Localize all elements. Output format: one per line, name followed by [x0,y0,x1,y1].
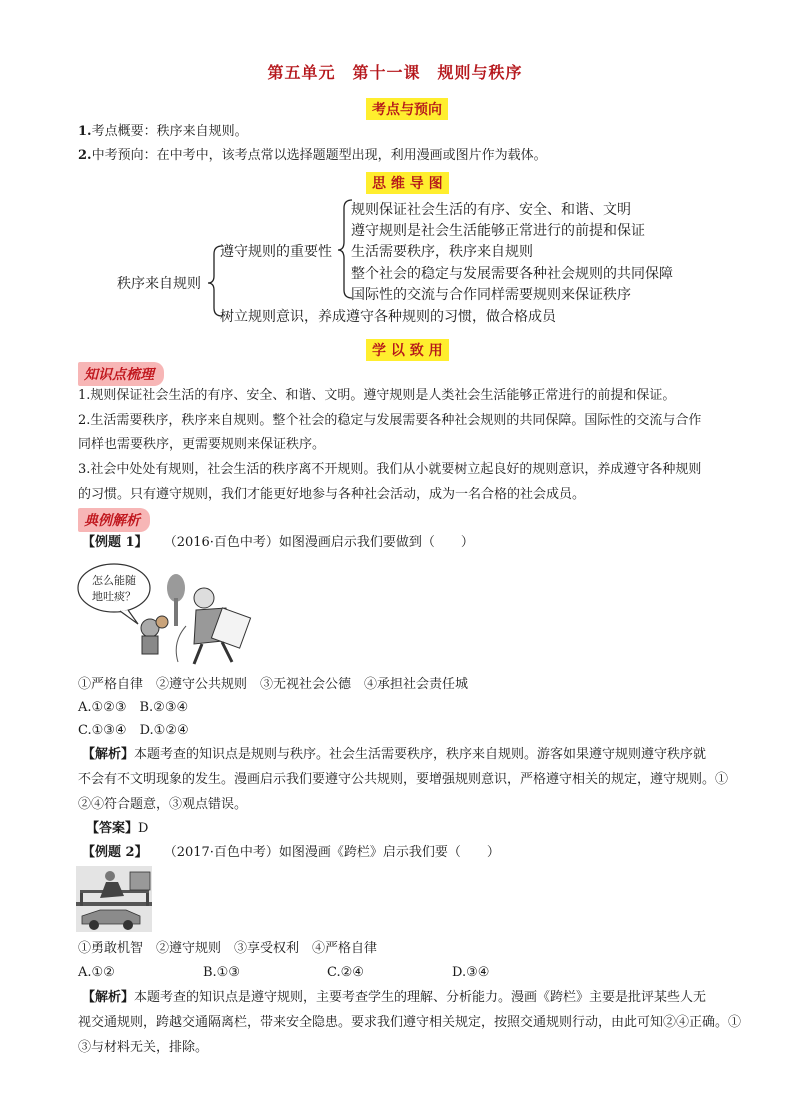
example-2-analysis-line-2: 视交通规则，跨越交通隔离栏，带来安全隐患。要求我们遵守相关规定，按照交通规则行动，由此可知②④正确。① [78,1015,742,1030]
bubble-text-1: 怎么能随 [92,574,136,587]
section-banner-xueyi: 学 以 致 用 [366,339,449,361]
example-2-choice-b: B.①③ [203,965,240,980]
example-2-choice-c: C.②④ [327,965,364,980]
branch-brace [338,200,352,298]
example-1-choices-ab: A.①②③ B.②③④ [78,700,189,715]
example-1-answer [86,818,148,840]
knowledge-paragraph-3b: 的习惯。只有遵守规则，我们才能更好地参与各种社会活动，成为一名合格的社会成员。 [78,487,586,502]
mindmap-leaf: 整个社会的稳定与发展需要各种社会规则的共同保障 [351,266,673,282]
tag-example-analysis: 典例解析 [78,508,150,532]
mindmap-branch-1: 遵守规则的重要性 [220,244,332,260]
analysis-text: 本题考查的知识点是遵守规则，主要考查学生的理解、分析能力。漫画《跨栏》主要是批评某些人无 [134,990,707,1005]
bubble-text-2: 地吐痰？ [92,590,136,603]
cartoon-spitting [76,558,256,668]
item-text: 中考预向：在中考中，该考点常以选择题题型出现，利用漫画或图片作为载体。 [91,148,547,163]
tag-knowledge-review: 知识点梳理 [78,362,164,386]
root-brace [208,246,222,316]
cartoon-hurdle [76,866,152,932]
knowledge-paragraph-3a: 3.社会中处处有规则，社会生活的秩序离不开规则。我们从小就要树立起良好的规则意识，养成遵守各种规则 [78,462,702,477]
example-1-analysis-line-1 [82,744,706,766]
example-question: （2016·百色中考）如图漫画启示我们要做到（ ） [163,535,474,550]
kaodian-item-1 [78,121,248,143]
cartoon-illustration [76,866,152,932]
example-label: 【例题 2】 [82,845,148,860]
example-2-analysis-line-1 [82,987,706,1009]
knowledge-paragraph-1: 1.规则保证社会生活的有序、安全、和谐、文明。遵守规则是人类社会生活能够正常进行的前提和保证。 [78,388,676,403]
example-2-analysis-line-3: ③与材料无关，排除。 [78,1040,209,1055]
answer-label: 【答案】 [86,821,139,836]
example-2-choice-a: A.①② [78,965,115,980]
example-2-heading [82,842,500,864]
page-title: 第五单元 第十一课 规则与秩序 [267,63,523,82]
cartoon-illustration [76,558,256,668]
item-text: 考点概要：秩序来自规则。 [91,124,248,139]
analysis-label: 【解析】 [82,990,135,1005]
analysis-label: 【解析】 [82,747,135,762]
mindmap-leaf: 生活需要秩序，秩序来自规则 [351,244,533,260]
section-banner-mindmap: 思 维 导 图 [366,172,449,194]
mind-map [0,0,790,340]
example-2-choice-d: D.③④ [452,965,490,980]
answer-value: D [138,821,149,836]
mindmap-leaf: 遵守规则是社会生活能够正常进行的前提和保证 [351,223,645,239]
example-1-heading [82,532,474,554]
mindmap-branch-2: 树立规则意识，养成遵守各种规则的习惯，做合格成员 [220,309,556,325]
example-1-analysis-line-2: 不会有不文明现象的发生。漫画启示我们要遵守公共规则，要增强规则意识，严格遵守相关的规定，遵守规则。① [78,772,729,787]
example-2-options: ①勇敢机智 ②遵守规则 ③享受权利 ④严格自律 [78,941,378,956]
example-question: （2017·百色中考）如图漫画《跨栏》启示我们要（ ） [163,845,500,860]
example-1-options: ①严格自律 ②遵守公共规则 ③无视社会公德 ④承担社会责任城 [78,677,469,692]
example-1-analysis-line-3: ②④符合题意，③观点错误。 [78,797,248,812]
item-number: 2. [78,148,92,163]
mindmap-root: 秩序来自规则 [117,276,201,292]
item-number: 1. [78,124,92,139]
knowledge-paragraph-2b: 同样也需要秩序，更需要规则来保证秩序。 [78,437,326,452]
kaodian-item-2 [78,145,547,167]
knowledge-paragraph-2a: 2.生活需要秩序，秩序来自规则。整个社会的稳定与发展需要各种社会规则的共同保障。国际性的交流与合作 [78,413,702,428]
example-1-choices-cd: C.①③④ D.①②④ [78,723,189,738]
example-label: 【例题 1】 [82,535,148,550]
mind-map-braces [0,0,790,340]
section-banner-kaodian: 考点与预向 [366,98,448,120]
analysis-text: 本题考查的知识点是规则与秩序。社会生活需要秩序，秩序来自规则。游客如果遵守规则遵守秩序就 [134,747,707,762]
mindmap-leaf: 规则保证社会生活的有序、安全、和谐、文明 [351,202,631,218]
mindmap-leaf: 国际性的交流与合作同样需要规则来保证秩序 [351,287,631,303]
